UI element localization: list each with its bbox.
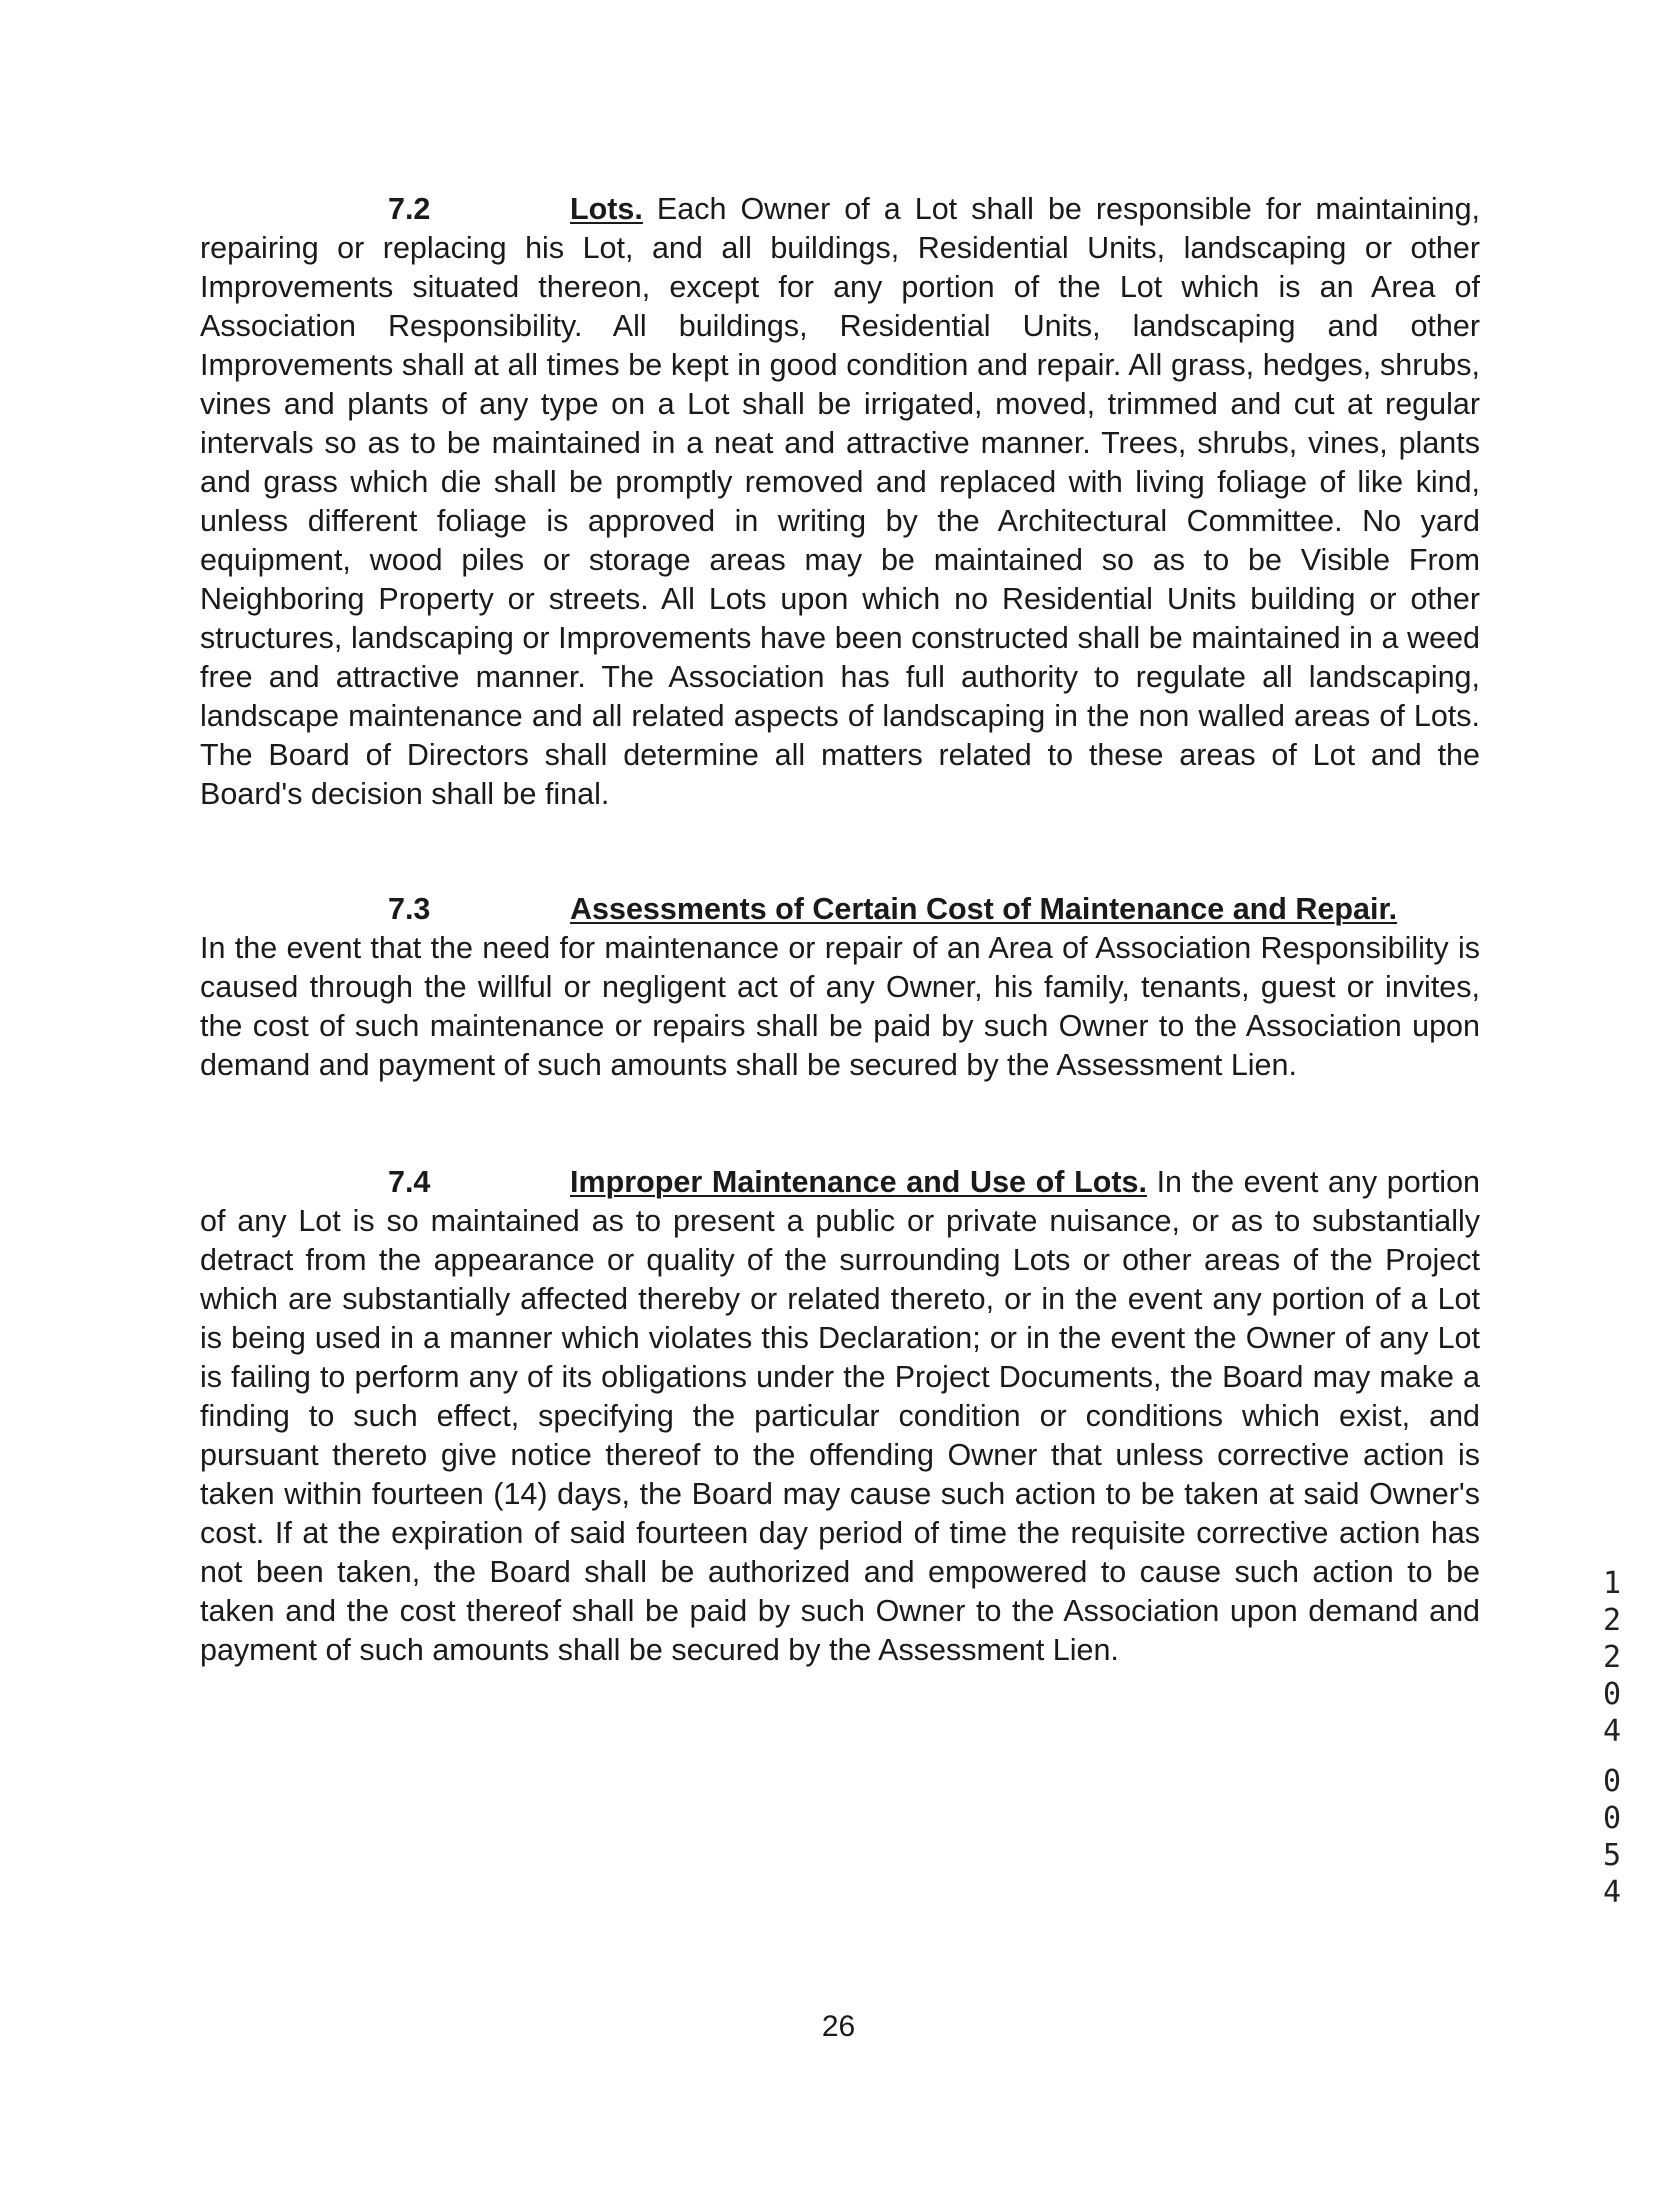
section-number: 7.2 bbox=[388, 192, 431, 226]
stamp-digit: 4 bbox=[1602, 1714, 1622, 1749]
section-paragraph bbox=[200, 890, 1480, 1085]
section-number: 7.3 bbox=[388, 892, 431, 926]
section-body: In the event any portion of any Lot is so maintained as to present a public or private nuisance, or as to substantially detract from the appearance or quality of the surrounding Lots or other areas of the Project which are substantially affected thereby or related thereto, or in the event any portion of a Lot is being used in a manner which violates this Declaration; or in the event the Owner of any Lot is failing to perform any of its obligations under the Project Documents, the Board may make a finding to such effect, specifying the particular condition or conditions which exist, and pursuant thereto give notice thereof to the offending Owner that unless corrective action is taken within fourteen (14) days, the Board may cause such action to be taken at said Owner's cost. If at the expiration of said fourteen day period of time the requisite corrective action has not been taken, the Board shall be authorized and empowered to cause such action to be taken and the cost thereof shall be paid by such Owner to the Association upon demand and payment of such amounts shall be secured by the Assessment Lien. bbox=[200, 1165, 1480, 1667]
recording-stamp-upper bbox=[1590, 1565, 1634, 1750]
section-7-3 bbox=[200, 890, 1480, 1085]
section-paragraph bbox=[200, 1163, 1480, 1670]
section-7-2 bbox=[200, 190, 1480, 814]
stamp-digit: 4 bbox=[1602, 1875, 1622, 1910]
section-number: 7.4 bbox=[388, 1165, 431, 1199]
stamp-digit: 0 bbox=[1602, 1801, 1622, 1836]
section-title: Lots. bbox=[570, 192, 643, 226]
section-title: Improper Maintenance and Use of Lots. bbox=[570, 1165, 1147, 1199]
section-title: Assessments of Certain Cost of Maintenance and Repair. bbox=[570, 892, 1398, 926]
stamp-digit: 2 bbox=[1602, 1640, 1622, 1675]
stamp-digit: 5 bbox=[1602, 1838, 1622, 1873]
stamp-digit: 1 bbox=[1602, 1566, 1622, 1601]
page-number: 26 bbox=[821, 2010, 856, 2043]
section-body: Each Owner of a Lot shall be responsible for maintaining, repairing or replacing his Lot, and all buildings, Residential Units, landscaping or other Improvements situated thereon, except for any portion of the Lot which is an Area of Association Responsibility. All buildings, Residential Units, landscaping and other Improvements shall at all times be kept in good condition and repair. All grass, hedges, shrubs, vines and plants of any type on a Lot shall be irrigated, moved, trimmed and cut at regular intervals so as to be maintained in a neat and attractive manner. Trees, shrubs, vines, plants and grass which die shall be promptly removed and replaced with living foliage of like kind, unless different foliage is approved in writing by the Architectural Committee. No yard equipment, wood piles or storage areas may be maintained so as to be Visible From Neighboring Property or streets. All Lots upon which no Residential Units building or other structures, landscaping or Improvements have been constructed shall be maintained in a weed free and attractive manner. The Association has full authority to regulate all landscaping, landscape maintenance and all related aspects of landscaping in the non walled areas of Lots. The Board of Directors shall determine all matters related to these areas of Lot and the Board's decision shall be final. bbox=[200, 192, 1480, 811]
stamp-digit: 2 bbox=[1602, 1603, 1622, 1638]
section-body: In the event that the need for maintenance or repair of an Area of Association Responsibility is caused through the willful or negligent act of any Owner, his family, tenants, guest or invites, the cost of such maintenance or repairs shall be paid by such Owner to the Association upon demand and payment of such amounts shall be secured by the Assessment Lien. bbox=[200, 931, 1480, 1082]
section-paragraph bbox=[200, 190, 1480, 814]
stamp-digit: 0 bbox=[1602, 1677, 1622, 1712]
section-7-4 bbox=[200, 1163, 1480, 1670]
stamp-digit: 0 bbox=[1602, 1764, 1622, 1799]
recording-stamp-lower bbox=[1590, 1763, 1634, 1911]
